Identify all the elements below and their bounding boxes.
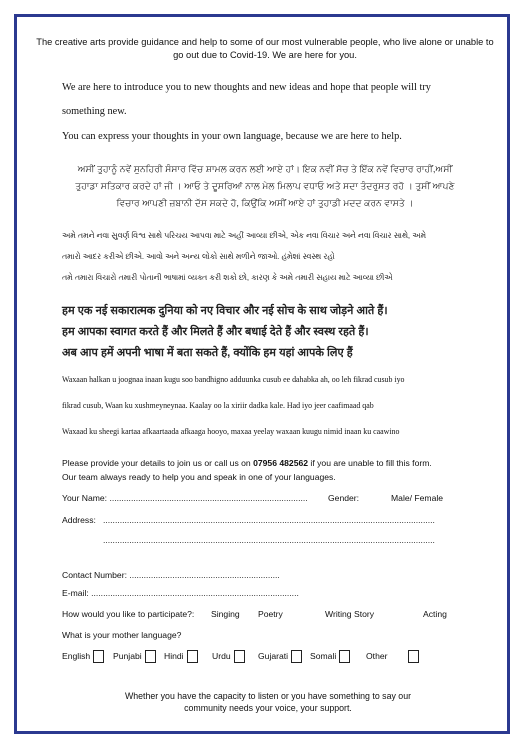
gujarati-line-1: અમે તમને નવા સુવર્ણ વિશ્વ સાથે પરિચય આપવા માટે અહીં આવ્યા છીએ, એક નવા વિચાર અને નવા વિચાર સાથે, અમે (62, 231, 426, 240)
address-field-line-1[interactable]: ........................................................................................................................................... (103, 515, 435, 525)
checkbox[interactable] (291, 650, 302, 663)
language-punjabi[interactable] (113, 650, 166, 663)
hindi-line-1: हम एक नई सकारात्मक दुनिया को नए विचार और नई सोच के साथ जोड़ने आते हैं। (62, 305, 388, 317)
checkbox[interactable] (145, 650, 156, 663)
language-english[interactable] (62, 650, 114, 663)
form-instruction-tail: if you are unable to fill this form. (308, 458, 432, 468)
language-urdu[interactable] (212, 650, 255, 663)
gujarati-line-2: તમારો આદર કરીએ છીએ. આવો અને અન્ય લોકો સાથે મળીને જાઓ. હંમેશાં સ્વસ્થ રહો (62, 252, 335, 261)
form-instruction-text: Please provide your details to join us or call us on (62, 458, 254, 468)
address-field-line-2[interactable]: ........................................................................................................................................... (103, 535, 435, 545)
punjabi-line-1: ਅਸੀਂ ਤੁਹਾਨੂੰ ਨਵੇਂ ਸੁਨਹਿਰੀ ਸੰਸਾਰ ਵਿੱਚ ਸ਼ਾਮਲ ਕਰਨ ਲਈ ਆਏ ਹਾਂ। ਇਕ ਨਵੀਂ ਸੋਚ ਤੇ ਇੱਕ ਨਵੇਂ ਵਿਚਾਰ ਰਾਹੀਂ,ਅਸੀਂ (77, 164, 453, 174)
language-label: Hindi (164, 650, 184, 661)
email-field[interactable]: E-mail: ....................................................................................... (62, 588, 299, 598)
punjabi-line-2: ਤੁਹਾਡਾ ਸਤਿਕਾਰ ਕਰਦੇ ਹਾਂ ਜੀ । ਆਓ ਤੇ ਦੂਸਰਿਆਂ ਨਾਲ ਮੇਲ ਮਿਲਾਪ ਵਧਾਓ ਅਤੇ ਸਦਾ ਤੰਦਰੁਸਤ ਰਹੋ । ਤੁਸੀਂ ਆਪਣੇ (75, 181, 455, 191)
english-line-1: We are here to introduce you to new thoughts and new ideas and hope that people will try (62, 82, 431, 93)
participate-option-poetry[interactable]: Poetry (258, 609, 283, 619)
english-line-3: You can express your thoughts in your own language, because we are here to help. (62, 131, 402, 142)
mother-language-label: What is your mother language? (62, 630, 182, 640)
footer-message: Whether you have the capacity to listen or you have something to say our community needs your voice, your support. (124, 691, 412, 713)
checkbox[interactable] (408, 650, 419, 663)
name-field[interactable]: Your Name: ................................................................................... (62, 493, 308, 503)
language-label: Other (366, 650, 388, 661)
gujarati-line-3: તમે તમારા વિચારો તમારી પોતાની ભાષામાં વ્યક્ત કરી શકો છો, કારણ કે અમે તમારી સહાય માટે આવ્યા છીએ (62, 273, 393, 282)
form-instruction-line-2: Our team always ready to help you and speak in one of your languages. (62, 472, 336, 482)
participate-option-writing-story[interactable]: Writing Story (325, 609, 375, 619)
somali-line-3: Waxaad ku sheegi kartaa afkaartaada afkaaga hooyo, maxaa yeelay waxaan kuugu nimid inaan ku caawino (62, 427, 400, 436)
somali-line-1: Waxaan halkan u joognaa inaan kugu soo bandhigno adduunka cusub ee dahabka ah, oo leh fikrad cusub iyo (62, 375, 405, 384)
intro-paragraph: The creative arts provide guidance and help to some of our most vulnerable people, who live alone or unable to go out due to Covid-19. We are here for you. (36, 37, 494, 60)
checkbox[interactable] (234, 650, 245, 663)
english-line-2: something new. (62, 106, 127, 117)
language-label: Gujarati (258, 650, 289, 661)
language-label: English (62, 650, 91, 661)
language-other[interactable] (366, 650, 429, 663)
punjabi-line-3: ਵਿਚਾਰ ਆਪਣੀ ਜ਼ਬਾਨੀ ਦੱਸ ਸਕਦੇ ਹੋ, ਕਿਉਂਕਿ ਅਸੀਂ ਆਏ ਹਾਂ ਤੁਹਾਡੀ ਮਦਦ ਕਰਨ ਵਾਸਤੇ । (116, 198, 414, 208)
gender-label: Gender: (328, 493, 360, 503)
language-gujarati[interactable] (258, 650, 312, 663)
language-hindi[interactable] (164, 650, 208, 663)
phone-number: 07956 482562 (253, 458, 309, 468)
form-instruction (62, 458, 432, 468)
language-label: Punjabi (113, 650, 142, 661)
language-label: Urdu (212, 650, 231, 661)
address-label: Address: (62, 515, 96, 525)
language-somali[interactable] (310, 650, 360, 663)
checkbox[interactable] (187, 650, 198, 663)
language-label: Somali (310, 650, 337, 661)
hindi-line-2: हम आपका स्वागत करते हैं और मिलते हैं और बधाई देते हैं और स्वस्थ रहते हैं। (62, 326, 369, 338)
contact-number-field[interactable]: Contact Number: ............................................................... (62, 570, 280, 580)
checkbox[interactable] (339, 650, 350, 663)
checkbox[interactable] (93, 650, 104, 663)
page-border (14, 14, 510, 734)
participate-label: How would you like to participate?: (62, 609, 195, 619)
participate-option-acting[interactable]: Acting (423, 609, 447, 619)
somali-line-2: fikrad cusub, Waan ku xushmeyneynaa. Kaalay oo la xiriir dadka kale. Had iyo jeer caafimaad qab (62, 401, 374, 410)
participate-option-singing[interactable]: Singing (211, 609, 240, 619)
gender-options[interactable]: Male/ Female (391, 493, 444, 503)
hindi-line-3: अब आप हमें अपनी भाषा में बता सकते हैं, क्योंकि हम यहां आपके लिए हैं (62, 347, 353, 359)
